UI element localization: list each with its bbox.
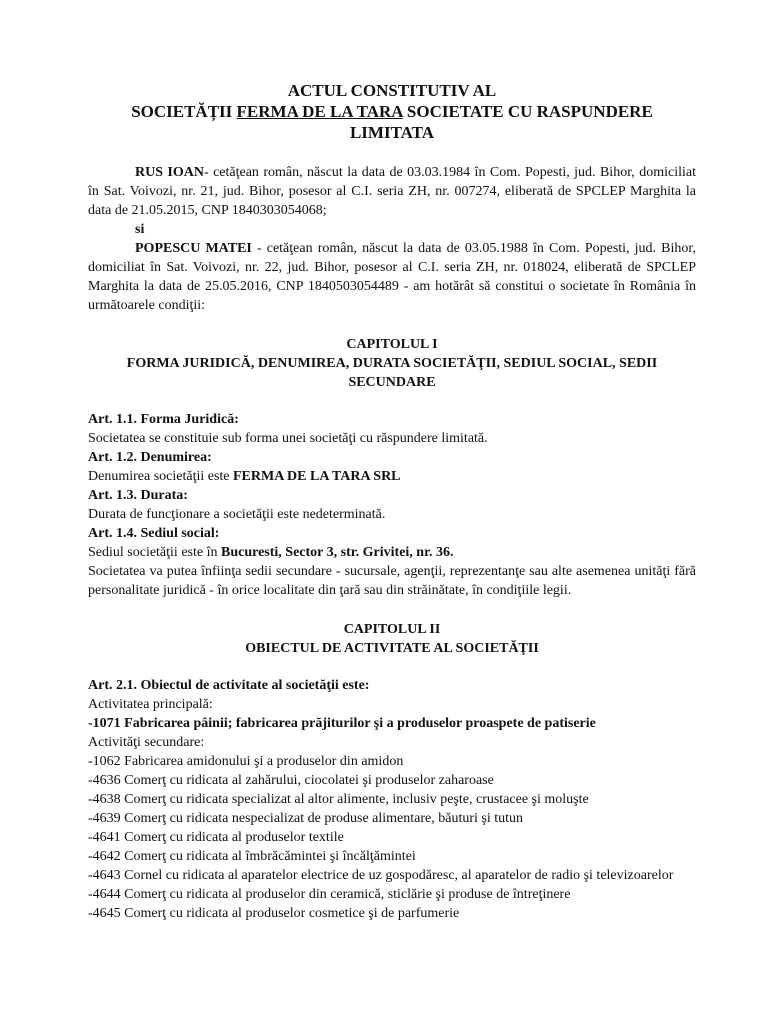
- title-suffix: SOCIETATE CU RASPUNDERE: [402, 102, 653, 121]
- title-prefix: SOCIETĂȚII: [131, 102, 237, 121]
- chapter-1-heading: CAPITOLUL I: [346, 337, 438, 352]
- party-1-details: - cetăţean român, născut la data de 03.03.1984 în Com. Popesti, jud. Bihor, domiciliat în Sat. Voivozi, nr. 21, jud. Bihor, posesor al C.I. seria ZH, nr. 007274, eliberată de SPCLEP Marghita la data de 21.05.2015, CNP 1840303054068;: [88, 165, 696, 218]
- main-activity: -1071 Fabricarea pâinii; fabricarea prăjiturilor şi a produselor proaspete de patiserie: [88, 716, 596, 731]
- document-page: [88, 0, 696, 923]
- art-1-1-title: Art. 1.1. Forma Juridică:: [88, 412, 239, 427]
- conjunction-si: si: [135, 222, 145, 237]
- party-1-name: RUS IOAN: [135, 165, 204, 180]
- document-title-line1: ACTUL CONSTITUTIV AL: [287, 81, 497, 100]
- art-1-2-title: Art. 1.2. Denumirea:: [88, 450, 212, 465]
- secondary-activity: -4638 Comerţ cu ridicata specializat al altor alimente, inclusiv peşte, crustacee şi moluşte: [88, 792, 589, 807]
- art-1-4-address: Bucuresti, Sector 3, str. Grivitei, nr. 36.: [220, 545, 454, 560]
- company-name-underlined: FERMA DE LA TARA: [236, 102, 403, 121]
- art-1-2-plain: Denumirea societăţii este: [88, 469, 233, 484]
- art-1-3-title: Art. 1.3. Durata:: [88, 488, 188, 503]
- secondary-activity: -4642 Comerţ cu ridicata al îmbrăcămintei şi încălţămintei: [88, 849, 416, 864]
- art-1-2-text: [88, 467, 696, 486]
- art-1-3-text: Durata de funcţionare a societăţii este nedeterminată.: [88, 507, 386, 522]
- document-title-line3: LIMITATA: [349, 123, 435, 142]
- art-1-4-plain: Sediul societăţii este în: [88, 545, 221, 560]
- party-2-details: - cetăţean român, născut la data de 03.05.1988 în Com. Popesti, jud. Bihor, domiciliat în Sat. Voivozi, nr. 22, jud. Bihor, posesor al C.I. seria ZH, nr. 018024, eliberată de SPCLEP Marghita la data de 25.05.2016, CNP 1840503054489 - am hotărât să constitui o societate în România în următoarele condiţii:: [88, 241, 696, 313]
- art-1-4-branches-paragraph: Societatea va putea înfiinţa sedii secundare - sucursale, agenţii, reprezentanţe sau alte asemenea unităţi fără personalitate juridică - în orice localitate din ţară sau din străinătate, în condiţiile legii.: [88, 564, 696, 598]
- art-1-1-text: Societatea se constituie sub forma unei societăţi cu răspundere limitată.: [88, 431, 488, 446]
- main-activity-label: Activitatea principală:: [88, 697, 213, 712]
- chapter-2-subheading: OBIECTUL DE ACTIVITATE AL SOCIETĂŢII: [245, 641, 539, 656]
- secondary-activity: -1062 Fabricarea amidonului şi a produselor din amidon: [88, 754, 404, 769]
- art-1-2-company-name: FERMA DE LA TARA SRL: [233, 469, 401, 484]
- secondary-activity: -4643 Cornel cu ridicata al aparatelor electrice de uz gospodăresc, al aparatelor de radio şi televizoarelor: [88, 868, 674, 883]
- secondary-activity: -4636 Comerţ cu ridicata al zahărului, ciocolatei şi produselor zaharoase: [88, 773, 494, 788]
- chapter-1-subheading: FORMA JURIDICĂ, DENUMIREA, DURATA SOCIETĂŢII, SEDIUL SOCIAL, SEDII SECUNDARE: [126, 356, 658, 390]
- secondary-activities-label: Activităţi secundare:: [88, 735, 205, 750]
- party-1-paragraph: [88, 163, 696, 220]
- document-title-line2: [88, 101, 696, 122]
- secondary-activity: -4644 Comerţ cu ridicata al produselor din ceramică, sticlărie şi produse de întreţinere: [88, 887, 571, 902]
- secondary-activity: -4641 Comerţ cu ridicata al produselor textile: [88, 830, 344, 845]
- art-1-4-text: [88, 543, 696, 562]
- party-2-name: POPESCU MATEI: [135, 241, 252, 256]
- art-2-1-title: Art. 2.1. Obiectul de activitate al societăţii este:: [88, 678, 370, 693]
- party-2-paragraph: [88, 239, 696, 315]
- secondary-activity: -4645 Comerţ cu ridicata al produselor cosmetice şi de parfumerie: [88, 906, 460, 921]
- chapter-2-heading: CAPITOLUL II: [343, 622, 441, 637]
- art-1-4-title: Art. 1.4. Sediul social:: [88, 526, 220, 541]
- secondary-activity: -4639 Comerţ cu ridicata nespecializat de produse alimentare, băuturi şi tutun: [88, 811, 524, 826]
